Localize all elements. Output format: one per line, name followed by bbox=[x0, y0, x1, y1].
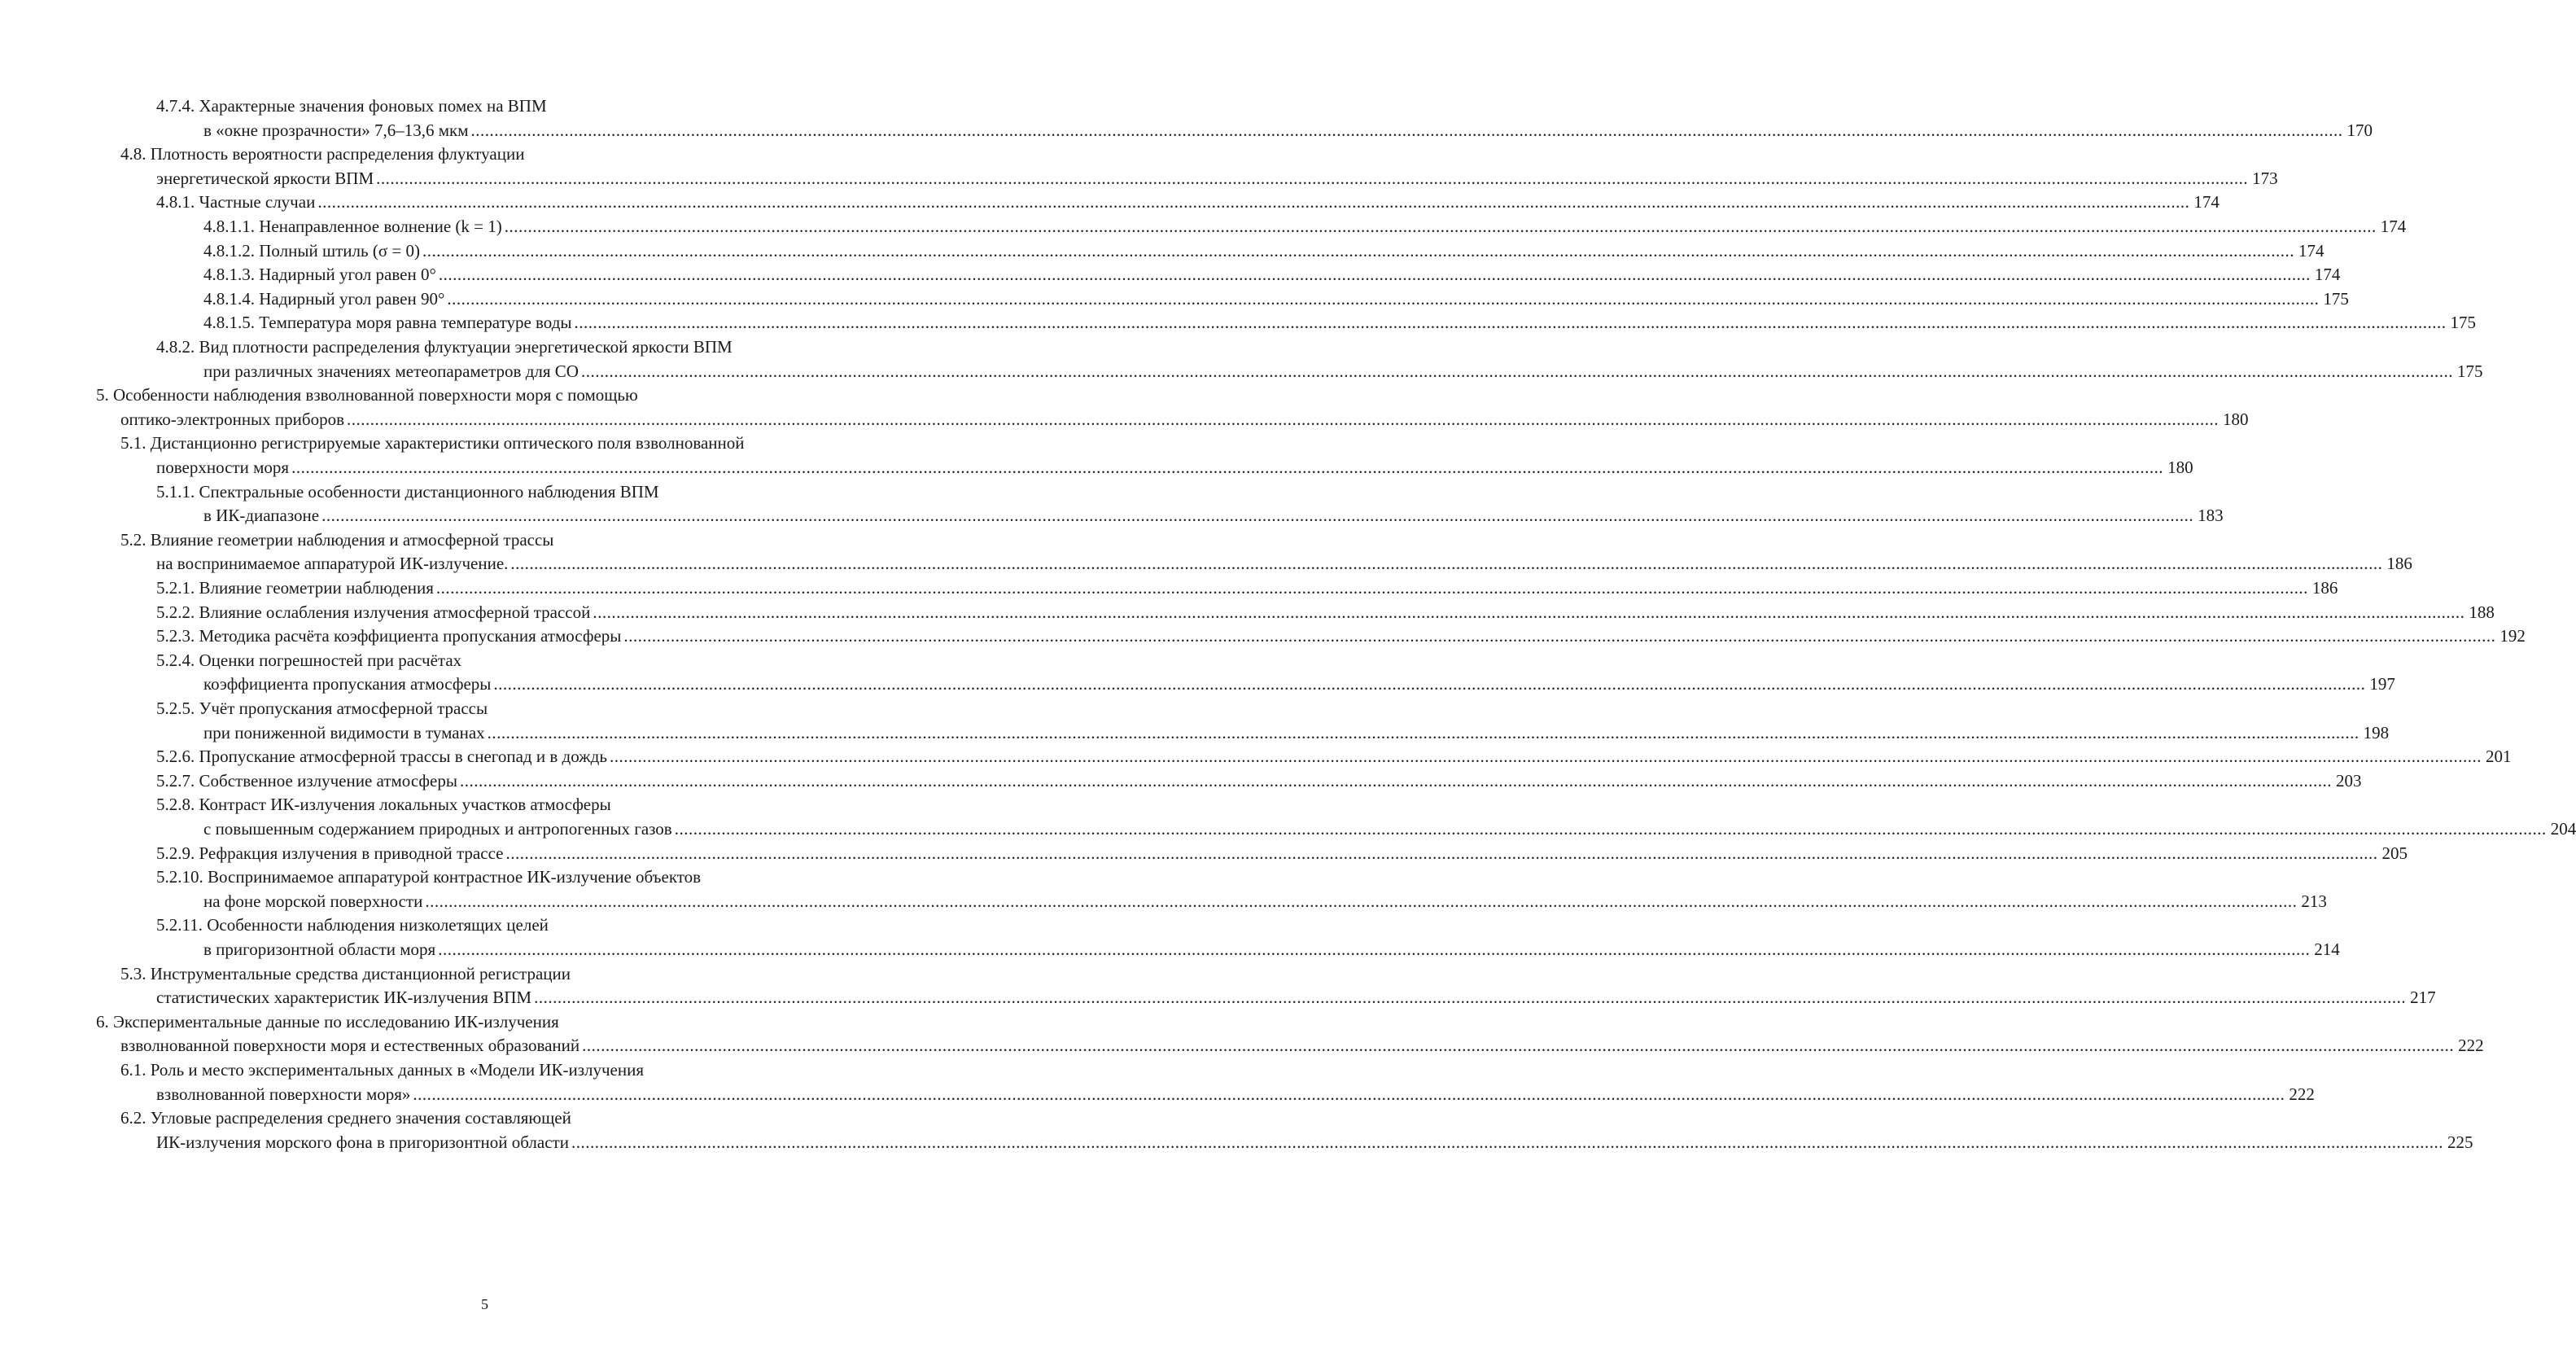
toc-page-number: 173 bbox=[2252, 169, 2278, 188]
toc-page-number: 175 bbox=[2323, 289, 2349, 309]
toc-entry-line bbox=[120, 143, 524, 164]
toc-entry-line bbox=[156, 168, 2278, 189]
toc-page-number: 174 bbox=[2380, 217, 2407, 236]
toc-entry-line bbox=[156, 746, 2512, 767]
toc-entry-line bbox=[120, 1059, 644, 1080]
toc-entry-line bbox=[156, 336, 733, 357]
toc-entry-title: 5.2.7. Собственное излучение атмосферы bbox=[156, 771, 457, 791]
toc-entry-title: 4.7.4. Характерные значения фоновых помех на ВПМ bbox=[156, 96, 547, 116]
toc-entry-line bbox=[156, 457, 2193, 478]
toc-entry-line bbox=[156, 866, 701, 887]
toc-entry-line bbox=[96, 384, 638, 405]
toc-page-number: 186 bbox=[2386, 554, 2412, 573]
toc-entry-title: 5.1. Дистанционно регистрируемые характеристики оптического поля взволнованной bbox=[120, 433, 745, 453]
toc-entry-title: в ИК-диапазоне bbox=[203, 506, 320, 525]
toc-entry-line bbox=[203, 673, 2395, 694]
toc-page-number: 222 bbox=[2289, 1084, 2315, 1104]
toc-dot-leader: ................................................................................................................................................................................................................................................................................................................................................................................................................ bbox=[487, 723, 2360, 742]
toc-entry-line bbox=[203, 505, 2224, 526]
toc-entry-line bbox=[203, 818, 2576, 839]
toc-entry-title: статистических характеристик ИК-излучения ВПМ bbox=[156, 988, 532, 1007]
toc-dot-leader: ................................................................................................................................................................................................................................................................................................................................................................................................................ bbox=[376, 169, 2249, 188]
toc-dot-leader: ................................................................................................................................................................................................................................................................................................................................................................................................................ bbox=[422, 241, 2294, 261]
toc-page-number: 175 bbox=[2450, 313, 2476, 332]
toc-entry-title: оптико-электронных приборов bbox=[120, 410, 344, 429]
toc-entry-title: 5.2.1. Влияние геометрии наблюдения bbox=[156, 578, 434, 598]
toc-page-number: 183 bbox=[2198, 506, 2224, 525]
toc-entry-line bbox=[203, 312, 2476, 333]
toc-dot-leader: ................................................................................................................................................................................................................................................................................................................................................................................................................ bbox=[438, 940, 2311, 959]
toc-page-number: 217 bbox=[2410, 988, 2436, 1007]
toc-dot-leader: ................................................................................................................................................................................................................................................................................................................................................................................................................ bbox=[593, 602, 2465, 622]
toc-entry-title: 5.2.11. Особенности наблюдения низколетящих целей bbox=[156, 915, 549, 935]
toc-entry-title: 6.2. Угловые распределения среднего значения составляющей bbox=[120, 1108, 571, 1128]
toc-entry-title: 5.3. Инструментальные средства дистанционной регистрации bbox=[120, 964, 571, 983]
toc-entry-line bbox=[96, 1011, 559, 1032]
toc-entry-line bbox=[156, 770, 2362, 791]
toc-page-number: 197 bbox=[2369, 674, 2395, 694]
toc-entry-line bbox=[203, 240, 2325, 261]
toc-entry-line bbox=[120, 409, 2249, 430]
toc-entry-title: с повышенным содержанием природных и антропогенных газов bbox=[203, 819, 672, 839]
toc-dot-leader: ................................................................................................................................................................................................................................................................................................................................................................................................................ bbox=[574, 313, 2447, 332]
toc-entry-title: на фоне морской поверхности bbox=[203, 891, 423, 911]
toc-entry-line bbox=[156, 650, 461, 671]
toc-entry-line bbox=[156, 843, 2408, 864]
toc-page-number: 205 bbox=[2381, 843, 2408, 863]
toc-entry-title: при пониженной видимости в туманах bbox=[203, 723, 485, 742]
toc-entry-line bbox=[120, 1107, 571, 1128]
toc-entry-title: 5.2.8. Контраст ИК-излучения локальных участков атмосферы bbox=[156, 795, 611, 814]
toc-dot-leader: ................................................................................................................................................................................................................................................................................................................................................................................................................ bbox=[510, 554, 2383, 573]
toc-dot-leader: ................................................................................................................................................................................................................................................................................................................................................................................................................ bbox=[317, 192, 2190, 212]
toc-entry-title: 4.8.1.4. Надирный угол равен 90° bbox=[203, 289, 445, 309]
toc-entry-title: 4.8.1.2. Полный штиль (σ = 0) bbox=[203, 241, 420, 261]
toc-dot-leader: ................................................................................................................................................................................................................................................................................................................................................................................................................ bbox=[534, 988, 2407, 1007]
toc-entry-title: в пригоризонтной области моря bbox=[203, 940, 436, 959]
toc-entry-line bbox=[156, 481, 659, 502]
toc-entry-line bbox=[203, 722, 2390, 743]
toc-page-number: 214 bbox=[2314, 940, 2340, 959]
toc-dot-leader: ................................................................................................................................................................................................................................................................................................................................................................................................................ bbox=[623, 626, 2496, 646]
toc-entry-title: 5.1.1. Спектральные особенности дистанционного наблюдения ВПМ bbox=[156, 482, 659, 502]
toc-entry-title: взволнованной поверхности моря» bbox=[156, 1084, 411, 1104]
toc-entry-line bbox=[203, 264, 2341, 285]
toc-dot-leader: ................................................................................................................................................................................................................................................................................................................................................................................................................ bbox=[504, 217, 2377, 236]
toc-dot-leader: ................................................................................................................................................................................................................................................................................................................................................................................................................ bbox=[493, 674, 2366, 694]
toc-dot-leader: ................................................................................................................................................................................................................................................................................................................................................................................................................ bbox=[413, 1084, 2285, 1104]
toc-dot-leader: ................................................................................................................................................................................................................................................................................................................................................................................................................ bbox=[347, 410, 2219, 429]
toc-entry-title: в «окне прозрачности» 7,6–13,6 мкм bbox=[203, 120, 469, 140]
toc-entry-line bbox=[203, 939, 2340, 960]
toc-entry-title: 4.8. Плотность вероятности распределения флуктуации bbox=[120, 144, 525, 164]
toc-entry-title: энергетической яркости ВПМ bbox=[156, 169, 374, 188]
toc-entry-title: 5.2.4. Оценки погрешностей при расчётах bbox=[156, 650, 462, 670]
toc-entry-title: 5.2.3. Методика расчёта коэффициента пропускания атмосферы bbox=[156, 626, 622, 646]
toc-entry-line bbox=[156, 577, 2338, 598]
toc-page-number: 180 bbox=[2167, 458, 2193, 477]
toc-entry-title: при различных значениях метеопараметров для СО bbox=[203, 361, 579, 381]
toc-dot-leader: ................................................................................................................................................................................................................................................................................................................................................................................................................ bbox=[609, 747, 2482, 766]
toc-entry-line bbox=[203, 891, 2327, 912]
toc-entry-title: 4.8.2. Вид плотности распределения флуктуации энергетической яркости ВПМ bbox=[156, 337, 733, 357]
toc-page-number: 225 bbox=[2447, 1132, 2473, 1152]
toc-dot-leader: ................................................................................................................................................................................................................................................................................................................................................................................................................ bbox=[291, 458, 2164, 477]
toc-entry-line bbox=[156, 1084, 2315, 1105]
toc-entry-line bbox=[156, 625, 2526, 646]
toc-entry-title: 5.2. Влияние геометрии наблюдения и атмосферной трассы bbox=[120, 530, 554, 550]
toc-entry-line bbox=[156, 191, 2220, 212]
toc-entry-line bbox=[120, 432, 745, 453]
toc-entry-line bbox=[203, 216, 2407, 237]
toc-entry-line bbox=[156, 794, 611, 815]
toc-entry-line bbox=[156, 95, 547, 116]
toc-entry-line bbox=[120, 963, 571, 984]
toc-dot-leader: ................................................................................................................................................................................................................................................................................................................................................................................................................ bbox=[321, 506, 2194, 525]
toc-entry-title: 5. Особенности наблюдения взволнованной поверхности моря с помощью bbox=[96, 385, 638, 405]
toc-dot-leader: ................................................................................................................................................................................................................................................................................................................................................................................................................ bbox=[674, 819, 2547, 839]
toc-page-number: 188 bbox=[2469, 602, 2495, 622]
toc-entry-title: 4.8.1. Частные случаи bbox=[156, 192, 316, 212]
toc-entry-title: 6.1. Роль и место экспериментальных данных в «Модели ИК-излучения bbox=[120, 1060, 645, 1080]
toc-entry-title: взволнованной поверхности моря и естественных образований bbox=[120, 1036, 580, 1055]
toc-dot-leader: ................................................................................................................................................................................................................................................................................................................................................................................................................ bbox=[447, 289, 2320, 309]
toc-page-number: 186 bbox=[2311, 578, 2338, 598]
page-number: 5 bbox=[481, 1296, 488, 1312]
toc-page-number: 174 bbox=[2298, 241, 2325, 261]
toc-dot-leader: ................................................................................................................................................................................................................................................................................................................................................................................................................ bbox=[425, 891, 2298, 911]
toc-dot-leader: ................................................................................................................................................................................................................................................................................................................................................................................................................ bbox=[580, 361, 2453, 381]
toc-entry-line bbox=[156, 1132, 2473, 1153]
toc-dot-leader: ................................................................................................................................................................................................................................................................................................................................................................................................................ bbox=[571, 1132, 2443, 1152]
toc-page-number: 201 bbox=[2485, 747, 2512, 766]
toc-entry-title: 4.8.1.3. Надирный угол равен 0° bbox=[203, 265, 436, 284]
toc-dot-leader: ................................................................................................................................................................................................................................................................................................................................................................................................................ bbox=[470, 120, 2343, 140]
toc-page-number: 170 bbox=[2346, 120, 2373, 140]
toc-entry-title: 5.2.6. Пропускание атмосферной трассы в снегопад и в дождь bbox=[156, 747, 607, 766]
toc-entry-line bbox=[156, 553, 2412, 574]
toc-page-number: 203 bbox=[2335, 771, 2362, 791]
toc-dot-leader: ................................................................................................................................................................................................................................................................................................................................................................................................................ bbox=[435, 578, 2308, 598]
toc-entry-line bbox=[156, 698, 488, 719]
toc-dot-leader: ................................................................................................................................................................................................................................................................................................................................................................................................................ bbox=[459, 771, 2332, 791]
toc-entry-line bbox=[156, 602, 2495, 623]
toc-page-number: 174 bbox=[2193, 192, 2220, 212]
toc-page-number: 222 bbox=[2458, 1036, 2484, 1055]
toc-entry-line bbox=[120, 529, 553, 550]
toc-page-number: 175 bbox=[2456, 361, 2483, 381]
toc-entry-title: поверхности моря bbox=[156, 458, 290, 477]
toc-entry-line bbox=[156, 987, 2436, 1008]
toc-page-number: 213 bbox=[2301, 891, 2327, 911]
toc-entry-title: 4.8.1.1. Ненаправленное волнение (k = 1) bbox=[203, 217, 502, 236]
toc-entry-title: 6. Экспериментальные данные по исследованию ИК-излучения bbox=[96, 1012, 559, 1032]
toc-entry-title: на воспринимаемое аппаратурой ИК-излучение. bbox=[156, 554, 509, 573]
toc-page-number: 204 bbox=[2550, 819, 2576, 839]
toc-entry-line bbox=[120, 1035, 2484, 1056]
toc-entry-title: 5.2.2. Влияние ослабления излучения атмосферной трассой bbox=[156, 602, 591, 622]
toc-entry-line bbox=[203, 120, 2373, 141]
toc-entry-title: коэффициента пропускания атмосферы bbox=[203, 674, 492, 694]
toc-dot-leader: ................................................................................................................................................................................................................................................................................................................................................................................................................ bbox=[505, 843, 2378, 863]
toc-entry-title: 4.8.1.5. Температура моря равна температуре воды bbox=[203, 313, 572, 332]
toc-dot-leader: ................................................................................................................................................................................................................................................................................................................................................................................................................ bbox=[582, 1036, 2455, 1055]
toc-entry-title: 5.2.10. Воспринимаемое аппаратурой контрастное ИК-излучение объектов bbox=[156, 867, 702, 887]
toc-entry-line bbox=[203, 288, 2349, 309]
toc-entry-line bbox=[203, 361, 2483, 382]
toc-entry-line bbox=[156, 914, 549, 935]
toc-entry-title: 5.2.5. Учёт пропускания атмосферной трассы bbox=[156, 699, 488, 718]
toc-dot-leader: ................................................................................................................................................................................................................................................................................................................................................................................................................ bbox=[438, 265, 2311, 284]
toc-entry-title: 5.2.9. Рефракция излучения в приводной трассе bbox=[156, 843, 504, 863]
toc-page-number: 198 bbox=[2363, 723, 2390, 742]
toc-page-number: 192 bbox=[2499, 626, 2526, 646]
toc-page-number: 174 bbox=[2314, 265, 2341, 284]
toc-entry-title: ИК-излучения морского фона в пригоризонтной области bbox=[156, 1132, 569, 1152]
toc-page-number: 180 bbox=[2223, 410, 2249, 429]
